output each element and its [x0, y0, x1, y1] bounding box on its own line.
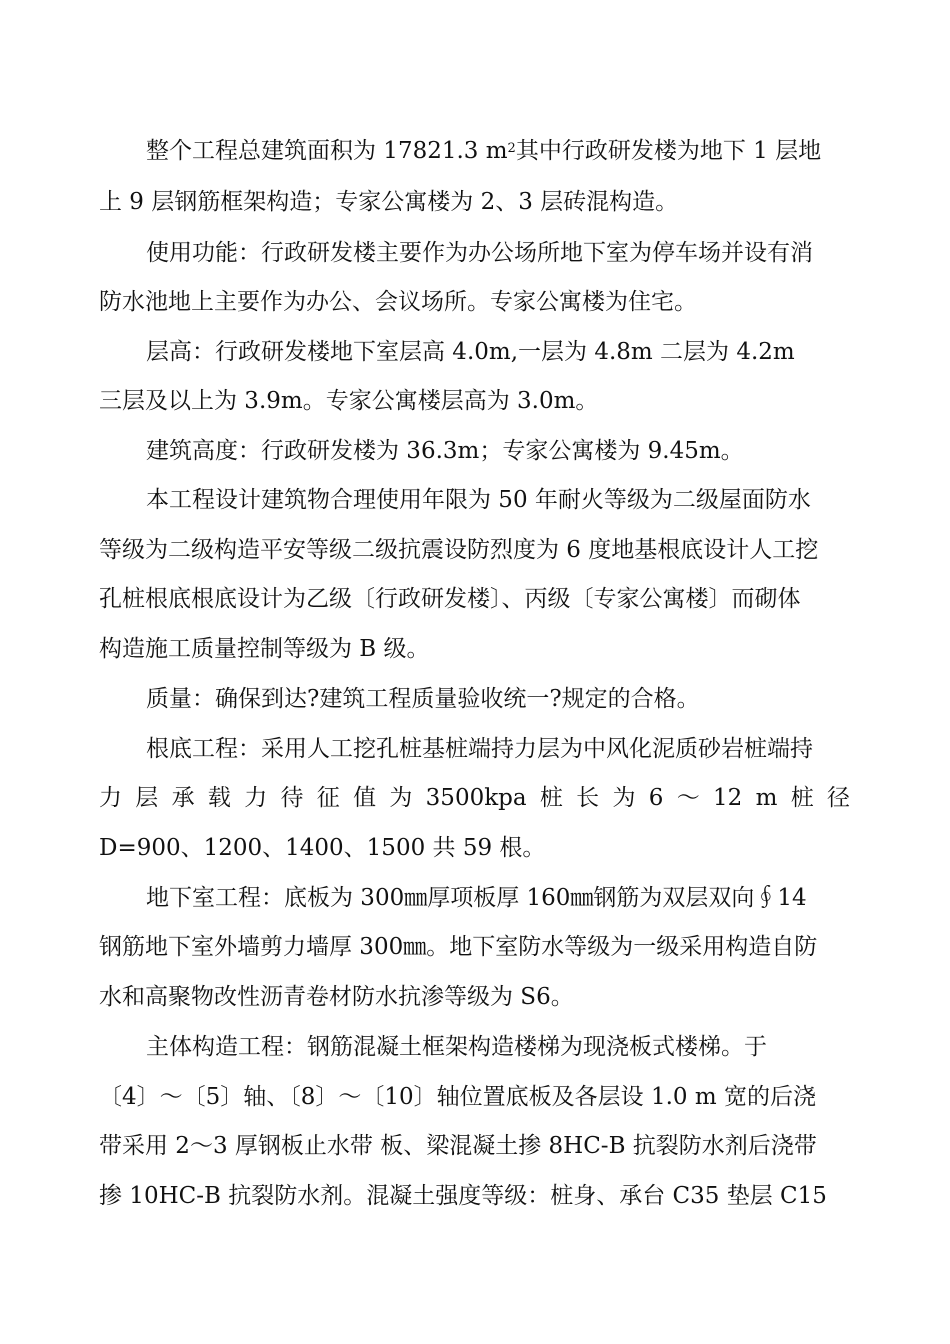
paragraph-floor-height-line-2: 三层及以上为 3.9m。专家公寓楼层高为 3.0m。: [99, 388, 599, 414]
paragraph-foundation-line-1: 根底工程：采用人工挖孔桩基桩端持力层为中风化泥质砂岩桩端持: [146, 736, 813, 762]
paragraph-design-line-2: 等级为二级构造平安等级二级抗震设防烈度为 6 度地基根底设计人工挖: [99, 537, 819, 563]
superscript: 2: [507, 141, 516, 156]
word: 径: [826, 785, 850, 811]
word: 层: [135, 785, 159, 811]
word: 12: [713, 785, 743, 811]
paragraph-basement-line-1: 地下室工程：底板为 300㎜厚项板厚 160㎜钢筋为双层双向∮14: [146, 885, 807, 911]
paragraph-structure-line-3: 带采用 2～3 厚钢板止水带 板、梁混凝土掺 8HC-B 抗裂防水剂后浇带: [99, 1133, 817, 1159]
paragraph-building-height: 建筑高度：行政研发楼为 36.3m；专家公寓楼为 9.45m。: [146, 438, 744, 464]
paragraph-design-line-3: 孔桩根底根底设计为乙级〔行政研发楼〕、丙级〔专家公寓楼〕而砌体: [99, 586, 801, 612]
word: 力: [99, 785, 122, 811]
word: 征: [316, 785, 340, 811]
text-span: 其中行政研发楼为地下 1 层地: [515, 138, 822, 164]
word: m: [755, 785, 778, 811]
paragraph-structure-line-2: 〔4〕～〔5〕轴、〔8〕～〔10〕轴位置底板及各层设 1.0 m 宽的后浇: [99, 1084, 816, 1110]
paragraph-design-line-4: 构造施工质量控制等级为 B 级。: [99, 636, 430, 662]
word: 值: [353, 785, 377, 811]
paragraph-total-area-line-1: [146, 136, 821, 166]
paragraph-function-line-1: 使用功能：行政研发楼主要作为办公场所地下室为停车场并设有消: [146, 240, 813, 266]
paragraph-basement-line-2: 钢筋地下室外墙剪力墙厚 300㎜。地下室防水等级为一级采用构造自防: [99, 934, 818, 960]
paragraph-total-area-line-2: 上 9 层钢筋框架构造；专家公寓楼为 2、3 层砖混构造。: [99, 189, 679, 215]
word: 桩: [539, 785, 563, 811]
paragraph-structure-line-1: 主体构造工程：钢筋混凝土框架构造楼梯为现浇板式楼梯。于: [146, 1034, 767, 1060]
paragraph-foundation-line-2: [99, 783, 850, 813]
word: 为: [612, 785, 636, 811]
word: 载: [207, 785, 231, 811]
word: 6: [648, 785, 664, 811]
paragraph-floor-height-line-1: 层高：行政研发楼地下室层高 4.0m,一层为 4.8m 二层为 4.2m: [146, 339, 795, 365]
word: 3500kpa: [425, 785, 527, 811]
word: 承: [171, 785, 195, 811]
word: 为: [389, 785, 413, 811]
paragraph-structure-line-4: 掺 10HC-B 抗裂防水剂。混凝土强度等级：桩身、承台 C35 垫层 C15: [99, 1183, 827, 1209]
paragraph-quality: 质量：确保到达?建筑工程质量验收统一?规定的合格。: [146, 686, 700, 712]
word: 桩: [790, 785, 814, 811]
word: 待: [280, 785, 304, 811]
paragraph-function-line-2: 防水池地上主要作为办公、会议场所。专家公寓楼为住宅。: [99, 289, 697, 315]
text-span: 整个工程总建筑面积为 17821.3 m: [146, 138, 508, 164]
paragraph-design-line-1: 本工程设计建筑物合理使用年限为 50 年耐火等级为二级屋面防水: [146, 487, 811, 513]
word: ～: [676, 785, 700, 811]
paragraph-basement-line-3: 水和高聚物改性沥青卷材防水抗渗等级为 S6。: [99, 984, 574, 1010]
paragraph-foundation-line-3: D=900、1200、1400、1500 共 59 根。: [99, 835, 546, 861]
word: 力: [244, 785, 268, 811]
word: 长: [576, 785, 600, 811]
